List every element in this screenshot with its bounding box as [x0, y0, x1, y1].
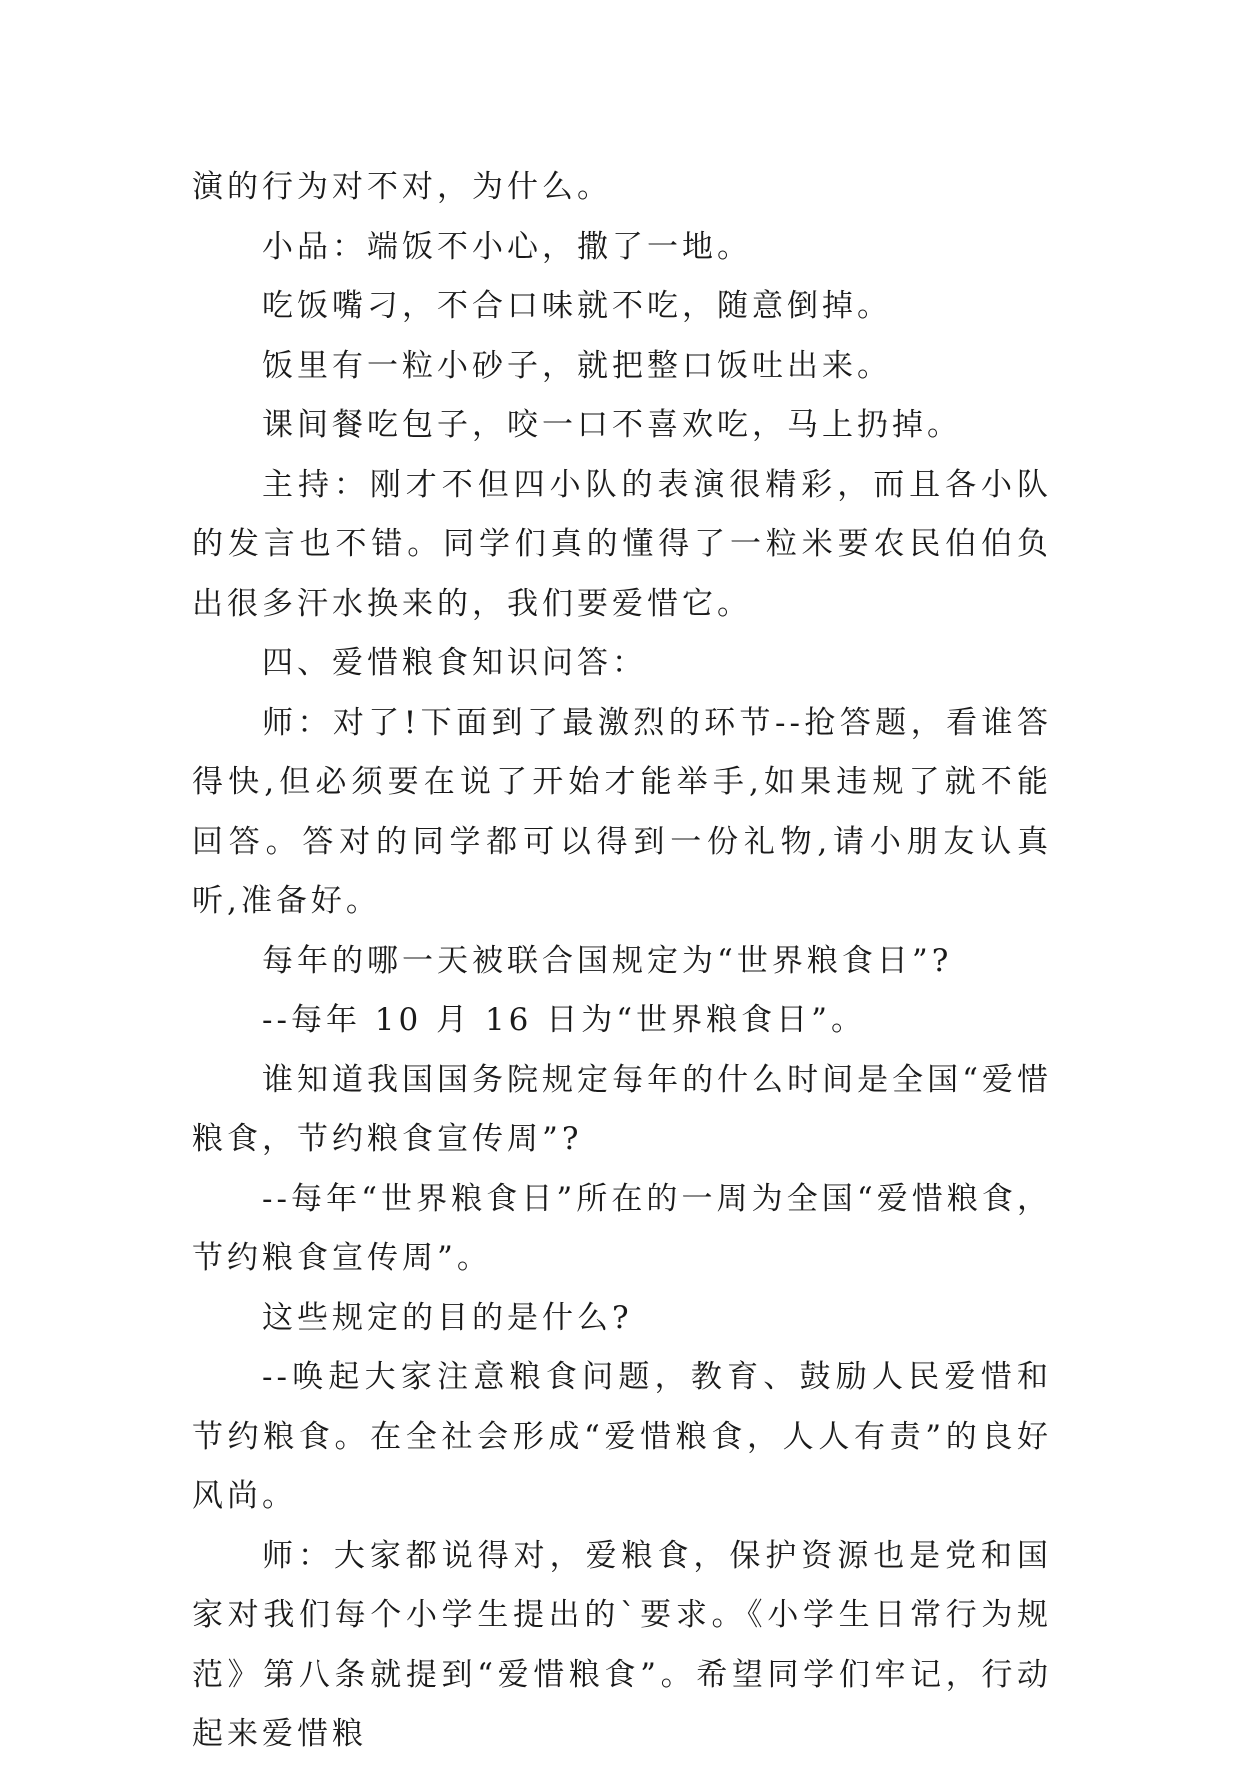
paragraph-15: 师：大家都说得对，爱粮食，保护资源也是党和国家对我们每个小学生提出的`要求。《小学生日常行为规范》第八条就提到“爱惜粮食”。希望同学们牢记，行动起来爱惜粮: [192, 1537, 1052, 1752]
paragraph-5: 课间餐吃包子，咬一口不喜欢吃，马上扔掉。: [262, 407, 962, 443]
paragraph-8: 师：对了!下面到了最激烈的环节--抢答题，看谁答得快,但必须要在说了开始才能举手,如果违规了就不能回答。答对的同学都可以得到一份礼物,请小朋友认真听,准备好。: [192, 704, 1052, 919]
paragraph-3: 吃饭嘴刁，不合口味就不吃，随意倒掉。: [262, 288, 892, 324]
paragraph-11: 谁知道我国国务院规定每年的什么时间是全国“爱惜粮食，节约粮食宣传周”?: [192, 1061, 1052, 1157]
paragraph-12: --每年“世界粮食日”所在的一周为全国“爱惜粮食，节约粮食宣传周”。: [192, 1180, 1052, 1276]
paragraph-4: 饭里有一粒小砂子，就把整口饭吐出来。: [262, 347, 892, 384]
paragraph-14: --唤起大家注意粮食问题，教育、鼓励人民爱惜和节约粮食。在全社会形成“爱惜粮食，人人有责”的良好风尚。: [192, 1359, 1052, 1514]
paragraph-9: 每年的哪一天被联合国规定为“世界粮食日”?: [262, 942, 953, 979]
paragraph-7: 四、爱惜粮食知识问答：: [262, 645, 647, 681]
paragraph-2: 小品：端饭不小心，撒了一地。: [262, 228, 752, 265]
paragraph-10: --每年 10 月 16 日为“世界粮食日”。: [262, 1002, 866, 1038]
document-body: [192, 158, 1052, 1765]
paragraph-13: 这些规定的目的是什么?: [262, 1299, 633, 1336]
paragraph-6: 主持：刚才不但四小队的表演很精彩，而且各小队的发言也不错。同学们真的懂得了一粒米要农民伯伯负出很多汗水换来的，我们要爱惜它。: [192, 466, 1052, 622]
paragraph-1: 演的行为对不对，为什么。: [192, 169, 612, 205]
